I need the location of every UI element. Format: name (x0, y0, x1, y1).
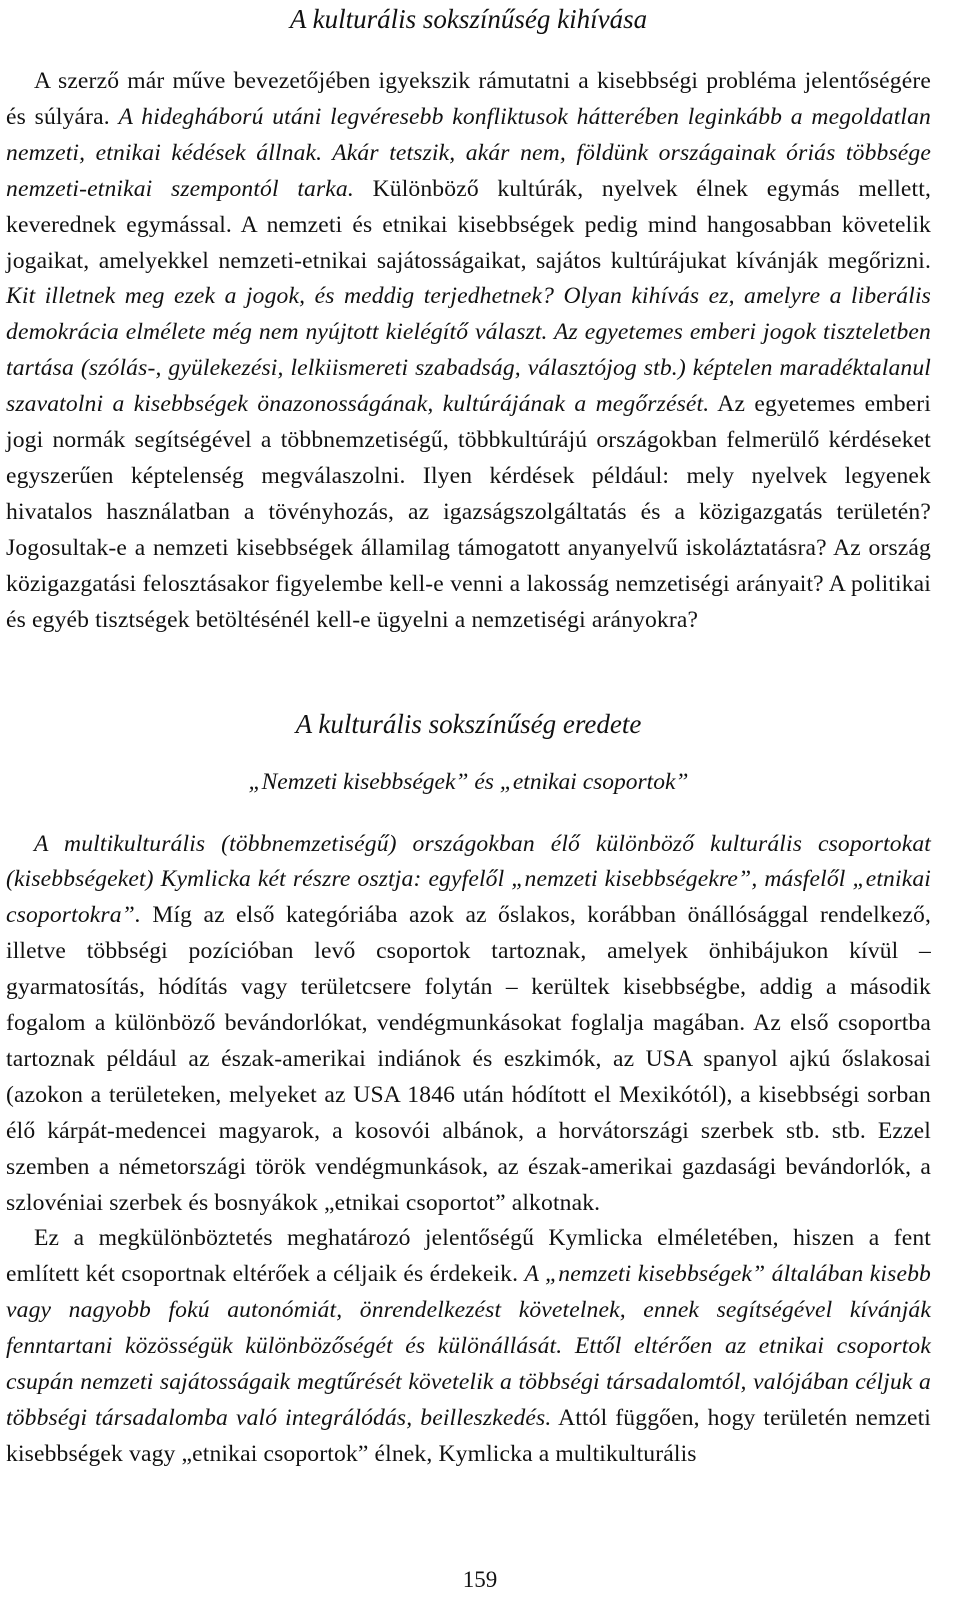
page-number: 159 (462, 1567, 498, 1592)
italic-segment: A „nemzeti kisebbségek” általában kisebb vagy nagyobb fokú autonómiát, önrendelkezést követelnek, ennek segítségével kívánják fenntartani közösségük különbözőségét és különállását. Ettől eltérően az etnikai csoportok csupán nemzeti sajátosságaik megtűrését követelik a többségi társadalomtól, valójában céljuk a többségi társadalomba való integrálódás, beilleszkedés. (6, 1261, 931, 1431)
text-segment: Az egyetemes emberi jogi normák segítségével a többnemzetiségű, többkultúrájú országokban felmerülő kérdéseket egyszerűen képtelenség megválaszolni. Ilyen kérdések például: mely nyelvek legyenek hivatalos használatban a tövényhozás, az igazságszolgáltatás és a közigazgatás területén? Jogosultak-e a nemzeti kisebbségek államilag támogatott anyanyelvű iskoláztatásra? Az ország közigazgatási felosztásakor figyelembe kell-e venni a lakosság nemzetiségi arányait? A politikai és egyéb tisztségek betöltésénél kell-e ügyelni a nemzetiségi arányokra? (6, 391, 932, 633)
section-heading-origin: A kulturális sokszínűség eredete (295, 708, 642, 739)
text-segment: A szerző már műve bevezetőjében igyekszik rámutatni a kisebbségi probléma jelentőségére és súlyára. (6, 68, 931, 130)
paragraph-distinction (6, 1221, 931, 1472)
subheading-minorities-groups: „Nemzeti kisebbségek” és „etnikai csoportok” (248, 768, 689, 795)
section-heading-challenge: A kulturális sokszínűség kihívása (289, 4, 648, 34)
italic-segment: A hidegháború utáni legvéresebb konfliktusok hátterében leginkább a megoldatlan nemzeti, etnikai kédések állnak. Akár tetszik, akár nem, földünk országainak óriás többsége nemzeti-etnikai szempontól tarka. (6, 103, 931, 202)
book-page (6, 0, 931, 1473)
italic-segment: A multikulturális (többnemzetiségű) országokban élő különböző kulturális csoportokat (kisebbségeket) Kymlicka két részre osztja: egyfelől „nemzeti kisebbségekre”, másfelől „etnikai csoportokra”. (6, 830, 931, 929)
text-segment: Ez a megkülönböztetés meghatározó jelentőségű Kymlicka elméletében, hiszen a fent említett két csoportnak eltérőek a céljaik és érdekeik. (6, 1225, 931, 1288)
paragraph-challenge (6, 64, 931, 639)
text-segment: Míg az első kategóriába azok az őslakos, korábban önállósággal rendelkező, illetve többségi pozícióban levő csoportok tartoznak, amelyek önhibájukon kívül – gyarmatosítás, hódítás vagy területcsere folytán – kerültek kisebbségbe, addig a második fogalom a különböző bevándorlókat, vendégmunkásokat foglalja magában. Az első csoportba tartoznak például az észak-amerikai indiánok és eszkimók, az USA spanyol ajkú őslakosai (azokon a területeken, melyeket az USA 1846 után hódított el Mexikótól), a kisebbségi sorban élő kárpát-medencei magyarok, a kosovói albánok, a horvátországi szerbek stb. stb. Ezzel szemben a németországi török vendégmunkások, az észak-amerikai gazdasági bevándorlók, a szlovéniai szerbek és bosnyákok „etnikai csoportot” alkotnak. (6, 902, 931, 1216)
text-segment: Attól függően, hogy területén nemzeti kisebbségek vagy „etnikai csoportok” élnek, Kymlicka a multikulturális (6, 1405, 932, 1467)
italic-segment: Kit illetnek meg ezek a jogok, és meddig terjedhetnek? Olyan kihívás ez, amelyre a liberális demokrácia elmélete még nem nyújtott kielégítő választ. Az egyetemes emberi jogok tiszteletben tartása (szólás-, gyülekezési, lelkiismereti szabadság, választójog stb.) képtelen maradéktalanul szavatolni a kisebbségek önazonosságának, kultúrájának a megőrzését. (6, 283, 931, 418)
paragraph-kymlicka-categories (6, 827, 931, 1222)
text-segment: Különböző kultúrák, nyelvek élnek egymás mellett, keverednek egymással. A nemzeti és etnikai kisebbségek pedig mind hangosabban követelik jogaikat, amelyekkel nemzeti-etnikai sajátosságaikat, sajátos kultúrájukat kívánják megőrizni. (6, 175, 931, 274)
